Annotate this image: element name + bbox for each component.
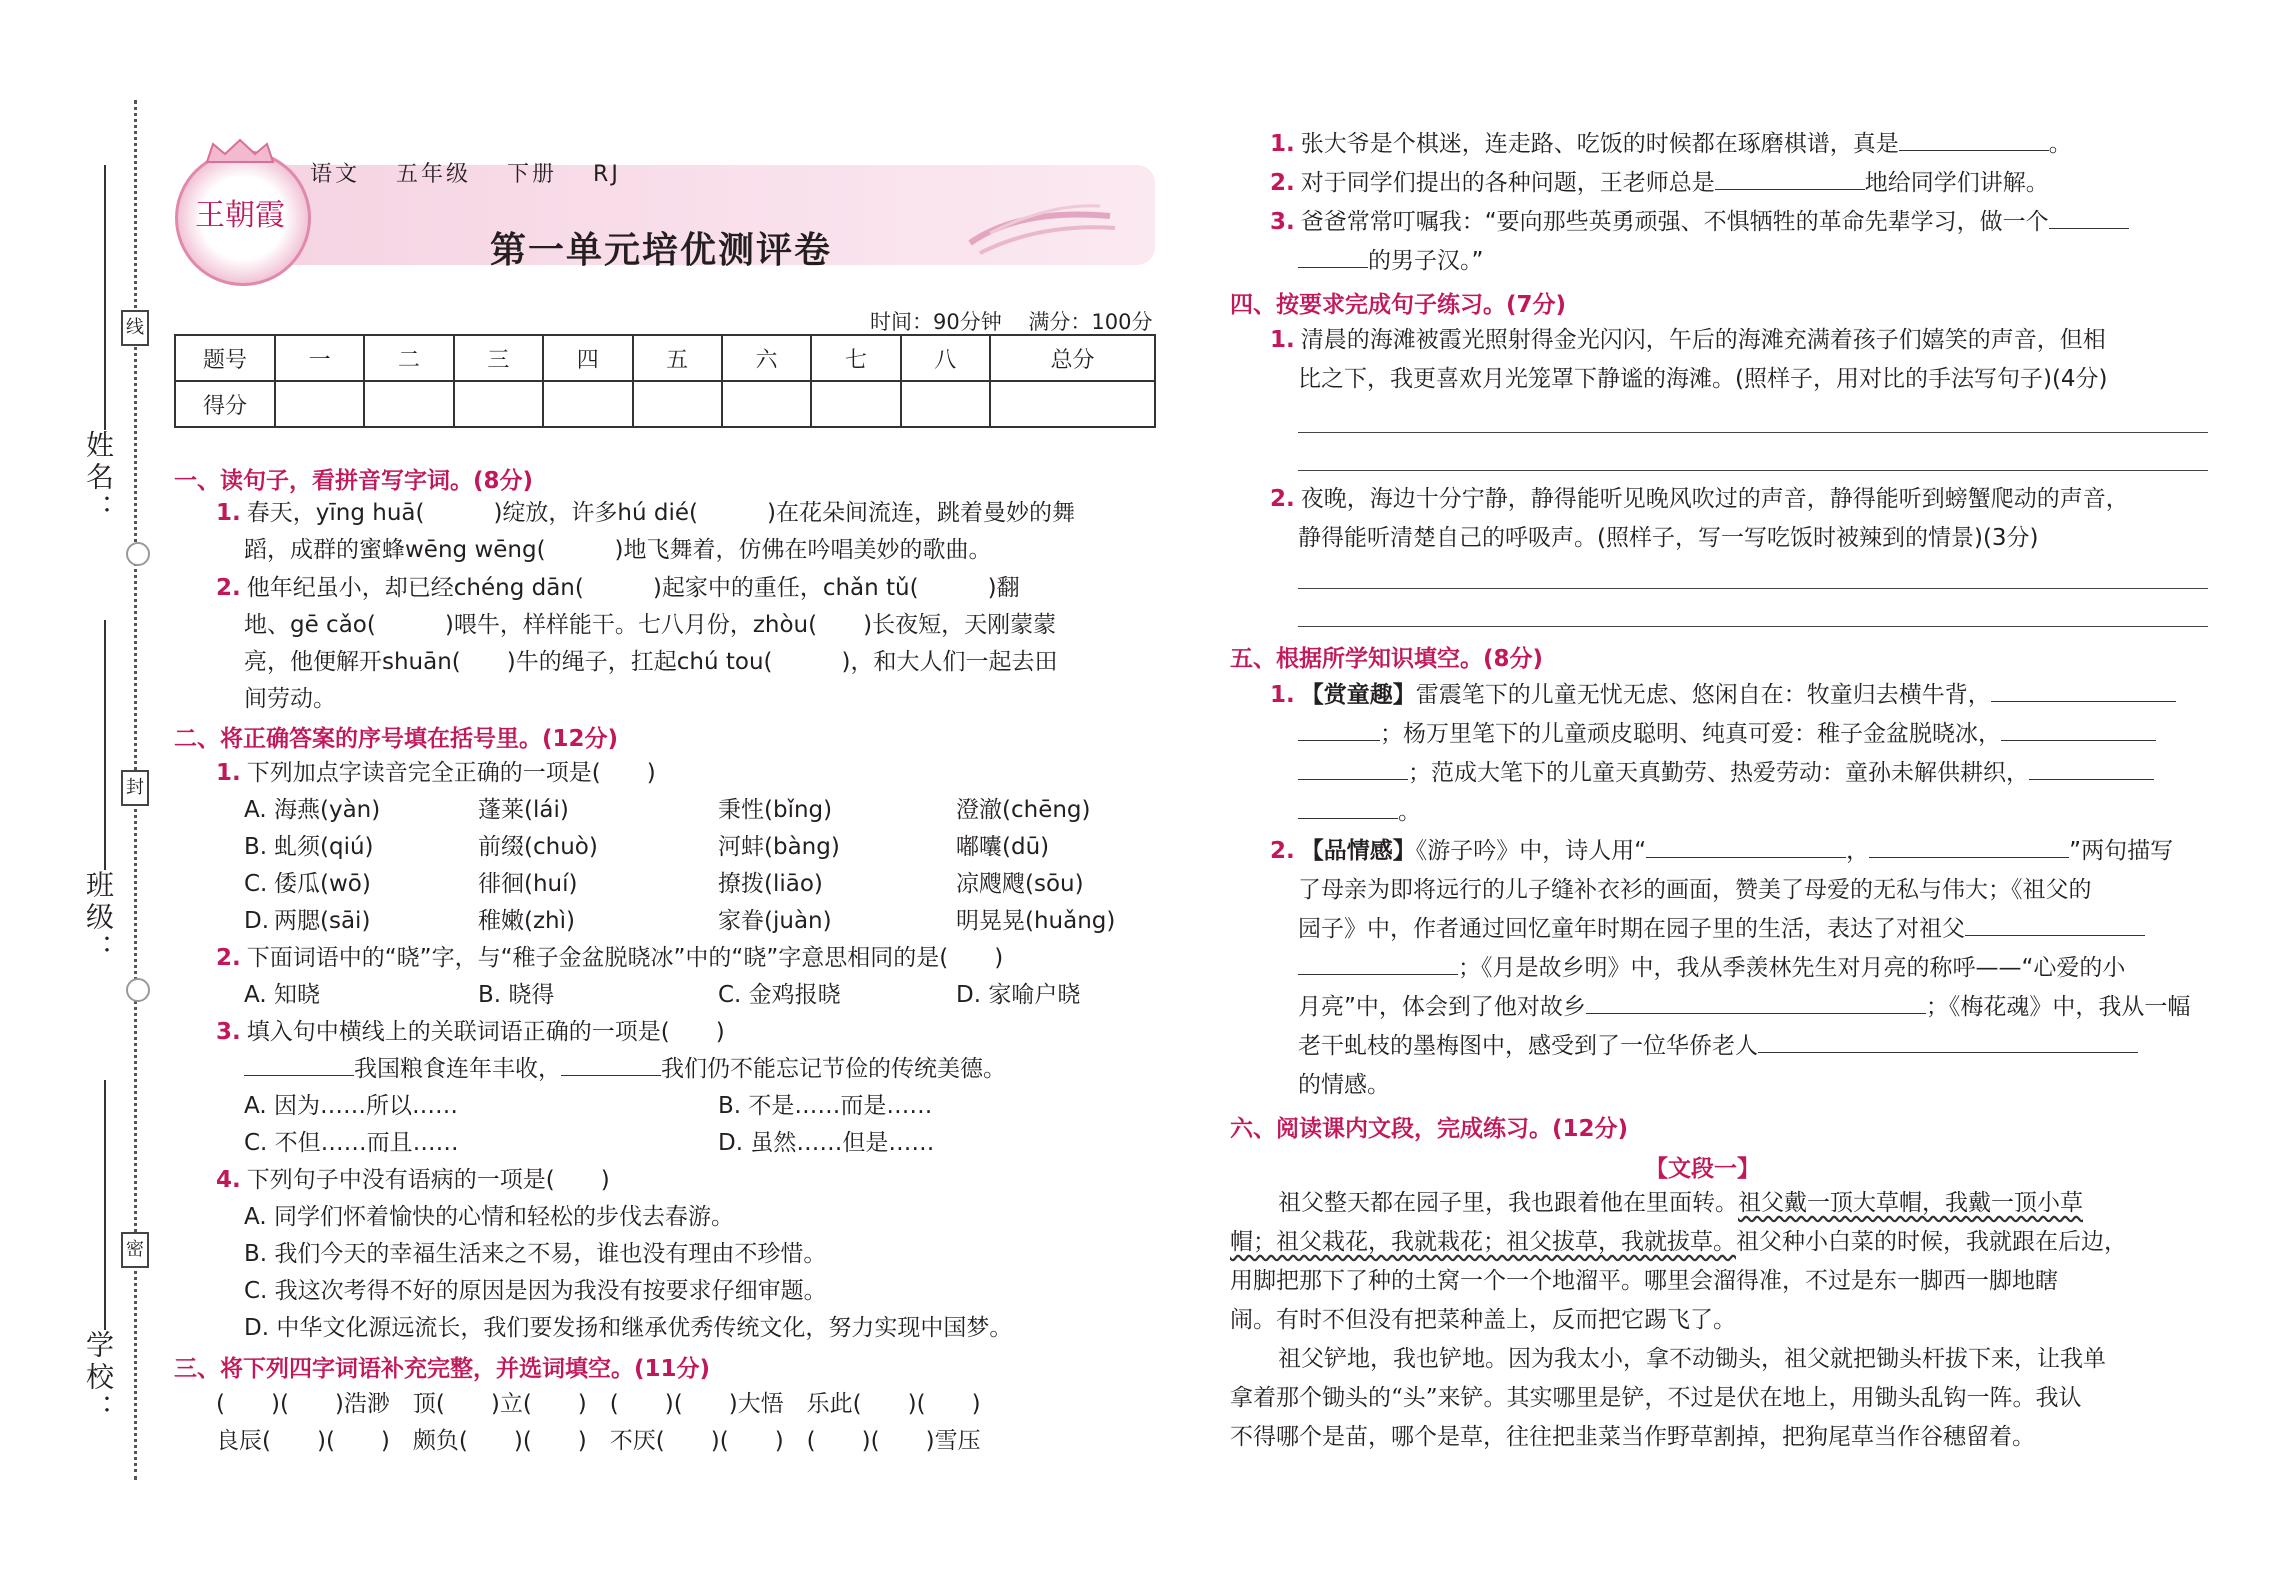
- q2-line: 亮，他便解开shuān( )牛的绳子，扛起chú tou( )，和大人们一起去田: [244, 649, 1058, 675]
- fill-text: 《游子吟》中，诗人用“: [1415, 838, 1647, 864]
- score-table: [174, 334, 1156, 428]
- sentence-part: 我们仍不能忘记节俭的传统美德。: [661, 1056, 1006, 1082]
- mc-option[interactable]: B. 不是……而是……: [718, 1093, 933, 1119]
- binding-strip: [0, 0, 160, 1582]
- fill-text: 老干虬枝的墨梅图中，感受到了一位华侨老人: [1298, 1033, 1758, 1059]
- section-6-heading: 六、阅读课内文段，完成练习。(12分): [1230, 1116, 1629, 1142]
- row-label: 得分: [175, 381, 275, 427]
- subject: 语文: [310, 162, 361, 187]
- q2-text: 他年纪虽小，却已经chéng dān( )起家中的重任，chǎn tǔ( )翻: [246, 575, 1020, 601]
- mc-question: 2. 下面词语中的“晓”字，与“稚子金盆脱晓冰”中的“晓”字意思相同的是( ): [216, 945, 1004, 971]
- fill-text: 雷震笔下的儿童无忧无虑、悠闲自在：牧童归去横牛背，: [1415, 682, 1991, 708]
- section-3-heading: 三、将下列四字词语补充完整，并选词填空。(11分): [174, 1356, 711, 1382]
- score-table-header-row: [175, 335, 1155, 381]
- answer-blank[interactable]: [1298, 740, 1380, 741]
- fill-question: 3. 爸爸常常叮嘱我：“要向那些英勇顽强、不惧牺牲的革命先辈学习，做一个: [1270, 204, 2129, 241]
- fill-text: 对于同学们提出的各种问题，王老师总是: [1300, 170, 1715, 196]
- idiom-row: ( )( )浩渺 顶( )立( ) ( )( )大悟 乐此( )( ): [216, 1391, 981, 1417]
- answer-blank[interactable]: [1586, 1013, 1926, 1014]
- mc-option-item: 撩拨(liāo): [718, 871, 823, 897]
- knowledge-fill: 了母亲为即将远行的儿子缝补衣衫的画面，赞美了母爱的无私与伟大；《祖父的: [1298, 877, 2092, 903]
- wavy-underlined-text: 帽；祖父栽花，我就栽花；祖父拔草，我就拔草。: [1230, 1229, 1736, 1255]
- section-4-heading: 四、按要求完成句子练习。(7分): [1230, 292, 1567, 318]
- fill-question: 1. 张大爷是个棋迷，连走路、吃饭的时候都在琢磨棋谱，真是 。: [1270, 131, 2072, 157]
- answer-line[interactable]: [1298, 626, 2208, 627]
- mc-option-label[interactable]: C.: [244, 871, 268, 897]
- mc-option-item: 徘徊(huí): [478, 871, 578, 897]
- mc-option-item: 倭瓜(wō): [274, 871, 371, 897]
- score-cell[interactable]: [722, 381, 811, 427]
- fill-text: ；杨万里笔下的儿童顽皮聪明、纯真可爱：稚子金盆脱晓冰，: [1380, 721, 2001, 747]
- mc-option-item: 稚嫩(zhì): [478, 908, 575, 934]
- tag-label: 【赏童趣】: [1300, 682, 1416, 708]
- school-write-line: [104, 1080, 106, 1330]
- sentence-question: 比之下，我更喜欢月光笼罩下静谧的海滩。(照样子，用对比的手法写句子)(4分): [1298, 366, 2108, 392]
- passage-line: 用脚把那下了种的土窝一个一个地溜平。哪里会溜得准，不过是东一脚西一脚地瞎: [1230, 1268, 2058, 1294]
- section-2-heading: 二、将正确答案的序号填在括号里。(12分): [174, 726, 619, 752]
- mc-option-item: 澄澈(chēng): [956, 797, 1091, 823]
- swoosh-decoration-icon: [960, 198, 1120, 258]
- fill-text: 地给同学们讲解。: [1864, 170, 2049, 196]
- fill-text: 爸爸常常叮嘱我：“要向那些英勇顽强、不惧牺牲的革命先辈学习，做一个: [1300, 209, 2049, 235]
- mc-option-item: 明晃晃(huǎng): [956, 908, 1116, 934]
- idiom-row: 良辰( )( ) 颇负( )( ) 不厌( )( ) ( )( )雪压: [216, 1428, 981, 1454]
- knowledge-fill: [1298, 755, 2154, 792]
- knowledge-fill: 2. 【品情感】《游子吟》中，诗人用“ ， ”两句描写: [1270, 838, 2174, 864]
- answer-blank[interactable]: [1991, 701, 2176, 702]
- knowledge-fill: [1298, 950, 2125, 987]
- knowledge-fill: 1. 【赏童趣】雷震笔下的儿童无忧无虑、悠闲自在：牧童归去横牛背，: [1270, 677, 2176, 714]
- mc-option-item: 河蚌(bàng): [718, 834, 840, 860]
- passage-line: 祖父铲地，我也铲地。因为我太小，拿不动锄头，祖父就把锄头杆拔下来，让我单: [1278, 1346, 2106, 1372]
- q2-line: 2. 他年纪虽小，却已经chéng dān( )起家中的重任，chǎn tǔ( )翻: [216, 575, 1020, 601]
- logo-text: 王朝霞: [195, 198, 285, 233]
- column-header: 二: [364, 335, 453, 381]
- knowledge-fill: [1298, 716, 2156, 753]
- knowledge-fill: [1298, 794, 1421, 831]
- mc-option[interactable]: D. 虽然……但是……: [718, 1130, 935, 1156]
- mc-option[interactable]: C. 我这次考得不好的原因是因为我没有按要求仔细审题。: [244, 1278, 827, 1304]
- q2-line: 地、gē cǎo( )喂牛，样样能干。七八月份，zhòu( )长夜短，天刚蒙蒙: [244, 612, 1057, 638]
- fill-text: 月亮”中，体会到了他对故乡: [1298, 994, 1586, 1020]
- mc-option[interactable]: C. 金鸡报晓: [718, 982, 841, 1008]
- mc-option-item: 前缀(chuò): [478, 834, 598, 860]
- crown-icon: [203, 138, 277, 164]
- row-label: 题号: [175, 335, 275, 381]
- passage-text: 祖父种小白菜的时候，我就跟在后边，: [1736, 1229, 2127, 1255]
- column-header: 六: [722, 335, 811, 381]
- mc-option-item: 虬须(qiú): [274, 834, 374, 860]
- mc-option-item: 蓬莱(lái): [478, 797, 569, 823]
- passage-line: [1230, 1224, 2127, 1261]
- fill-text: ；《月是故乡明》中，我从季羡林先生对月亮的称呼——“心爱的小: [1458, 955, 2126, 981]
- tag-label: 【品情感】: [1300, 838, 1416, 864]
- knowledge-fill: 的情感。: [1298, 1072, 1390, 1098]
- score-cell[interactable]: [454, 381, 543, 427]
- section-5-heading: 五、根据所学知识填空。(8分): [1230, 646, 1544, 672]
- mc-option-label[interactable]: A.: [244, 797, 267, 823]
- mc-option[interactable]: B. 我们今天的幸福生活来之不易，谁也没有理由不珍惜。: [244, 1241, 827, 1267]
- fill-text: 的男子汉。”: [1368, 248, 1484, 274]
- class-write-line: [104, 620, 106, 870]
- edition: RJ: [593, 162, 621, 187]
- answer-blank[interactable]: [1869, 857, 2069, 858]
- time-score-line: [870, 306, 1153, 336]
- term: 下册: [507, 162, 558, 187]
- q1-line: 1. 春天，yīng huā( )绽放，许多hú dié( )在花朵间流连，跳着曼妙的舞: [216, 500, 1075, 526]
- answer-line[interactable]: [1298, 432, 2208, 433]
- fill-text: 园子》中，作者通过回忆童年时期在园子里的生活，表达了对祖父: [1298, 916, 1965, 942]
- answer-blank[interactable]: [1758, 1052, 2138, 1053]
- score-cell[interactable]: [543, 381, 632, 427]
- knowledge-fill: [1298, 911, 2145, 948]
- fill-text: 。: [1398, 799, 1421, 825]
- mc-stem: 下列句子中没有语病的一项是( ): [246, 1167, 610, 1193]
- passage-line: 拿着那个锄头的“头”来铲。其实哪里是铲，不过是伏在地上，用锄头乱钩一阵。我认: [1230, 1385, 2082, 1411]
- q1-text: 春天，yīng huā( )绽放，许多hú dié( )在花朵间流连，跳着曼妙的舞: [246, 500, 1075, 526]
- binding-hole-icon: [126, 542, 150, 566]
- fill-text: 。: [2048, 131, 2072, 157]
- mc-option-label[interactable]: B.: [244, 834, 268, 860]
- cut-mark-mi: 密: [121, 1232, 149, 1268]
- fill-text: ；《梅花魂》中，我从一幅: [1925, 994, 2191, 1020]
- answer-blank[interactable]: [1298, 818, 1398, 819]
- mc-option-item: 海燕(yàn): [274, 797, 381, 823]
- answer-blank[interactable]: [1646, 857, 1846, 858]
- mc-option-item: 两腮(sāi): [274, 908, 371, 934]
- fill-text: ；范成大笔下的儿童天真勤劳、热爱劳动：童孙未解供耕织，: [1408, 760, 2029, 786]
- answer-blank[interactable]: [1298, 267, 1368, 268]
- answer-line[interactable]: [1298, 588, 2208, 589]
- passage-line: 不得哪个是苗，哪个是草，往往把韭菜当作野草割掉，把狗尾草当作谷穗留着。: [1230, 1424, 2035, 1450]
- passage-title: 【文段一】: [1645, 1156, 1760, 1182]
- cut-mark-xian: 线: [121, 310, 149, 346]
- sentence-question: 静得能听清楚自己的呼吸声。(照样子，写一写吃饭时被辣到的情景)(3分): [1298, 525, 2039, 551]
- exam-title: 第一单元培优测评卷: [490, 230, 833, 271]
- mc-option-item: 家眷(juàn): [718, 908, 832, 934]
- mc-option[interactable]: D. 中华文化源远流长，我们要发扬和继承优秀传统文化，努力实现中国梦。: [244, 1315, 1013, 1341]
- q2-line: 间劳动。: [244, 686, 336, 712]
- column-header: 七: [811, 335, 900, 381]
- sentence-part: 我国粮食连年丰收，: [354, 1056, 561, 1082]
- wavy-underlined-text: 祖父戴一顶大草帽，我戴一顶小草: [1738, 1190, 2083, 1216]
- section-1-heading: 一、读句子，看拼音写字词。(8分): [174, 468, 534, 494]
- score-cell[interactable]: [633, 381, 722, 427]
- mc-option[interactable]: A. 同学们怀着愉快的心情和轻松的步伐去春游。: [244, 1204, 734, 1230]
- mc-option-item: 嘟囔(dū): [956, 834, 1050, 860]
- mc-option[interactable]: B. 晓得: [478, 982, 555, 1008]
- mc-stem: 填入句中横线上的关联词语正确的一项是( ): [246, 1019, 725, 1045]
- score-table-score-row: [175, 381, 1155, 427]
- passage-line: 闹。有时不但没有把菜种盖上，反而把它踢飞了。: [1230, 1307, 1736, 1333]
- mc-sentence: [244, 1051, 1006, 1088]
- name-write-line: [104, 165, 106, 430]
- answer-blank[interactable]: [2049, 228, 2129, 229]
- binding-hole-icon: [126, 978, 150, 1002]
- score-cell[interactable]: [811, 381, 900, 427]
- column-header: 三: [454, 335, 543, 381]
- school-label: 学校：: [82, 1330, 115, 1426]
- question-text: 夜晚，海边十分宁静，静得能听见晚风吹过的声音，静得能听到螃蟹爬动的声音，: [1300, 486, 2129, 512]
- mc-question: 1. 下列加点字读音完全正确的一项是( ): [216, 760, 656, 786]
- mc-option-item: 凉飕飕(sōu): [956, 871, 1084, 897]
- answer-blank[interactable]: [1899, 150, 2049, 151]
- mc-option[interactable]: A. 知晓: [244, 982, 320, 1008]
- fill-question-cont: [1298, 243, 1483, 280]
- question-text: 清晨的海滩被霞光照射得金光闪闪，午后的海滩充满着孩子们嬉笑的声音，但相: [1300, 327, 2106, 353]
- column-header: 一: [275, 335, 364, 381]
- sentence-question: 1. 清晨的海滩被霞光照射得金光闪闪，午后的海滩充满着孩子们嬉笑的声音，但相: [1270, 327, 2106, 353]
- cut-mark-feng: 封: [121, 770, 149, 806]
- fill-question: 2. 对于同学们提出的各种问题，王老师总是 地给同学们讲解。: [1270, 170, 2049, 196]
- name-label: 姓名：: [82, 430, 115, 526]
- grade: 五年级: [396, 162, 472, 187]
- score-cell[interactable]: [364, 381, 453, 427]
- answer-blank[interactable]: [2001, 740, 2156, 741]
- column-header: 八: [901, 335, 990, 381]
- passage-text: 祖父整天都在园子里，我也跟着他在里面转。: [1278, 1190, 1738, 1216]
- mc-option[interactable]: D. 家喻户晓: [956, 982, 1081, 1008]
- answer-blank[interactable]: [2029, 779, 2154, 780]
- score-cell[interactable]: [990, 381, 1155, 427]
- score-cell[interactable]: [275, 381, 364, 427]
- column-header: 总分: [990, 335, 1155, 381]
- mc-option[interactable]: C. 不但……而且……: [244, 1130, 459, 1156]
- class-label: 班级：: [82, 870, 115, 966]
- mc-option-item: 秉性(bǐng): [718, 797, 833, 823]
- answer-blank[interactable]: [1715, 189, 1865, 190]
- mc-question: 3. 填入句中横线上的关联词语正确的一项是( ): [216, 1019, 725, 1045]
- column-header: 五: [633, 335, 722, 381]
- q1-line: 蹈，成群的蜜蜂wēng wēng( )地飞舞着，仿佛在吟唱美妙的歌曲。: [244, 537, 992, 563]
- fill-text: 张大爷是个棋迷，连走路、吃饭的时候都在琢磨棋谱，真是: [1300, 131, 1899, 157]
- score-cell[interactable]: [901, 381, 990, 427]
- exam-time: 时间：90分钟: [870, 310, 1002, 334]
- knowledge-fill: [1298, 1028, 2138, 1065]
- answer-line[interactable]: [1298, 470, 2208, 471]
- answer-blank[interactable]: [1965, 935, 2145, 936]
- knowledge-fill: [1298, 989, 2190, 1026]
- mc-stem: 下面词语中的“晓”字，与“稚子金盆脱晓冰”中的“晓”字意思相同的是( ): [246, 945, 1004, 971]
- fill-text: ”两句描写: [2069, 838, 2174, 864]
- full-score: 满分：100分: [1028, 310, 1153, 334]
- column-header: 四: [543, 335, 632, 381]
- sentence-question: 2. 夜晚，海边十分宁静，静得能听见晚风吹过的声音，静得能听到螃蟹爬动的声音，: [1270, 486, 2129, 512]
- mc-question: 4. 下列句子中没有语病的一项是( ): [216, 1167, 610, 1193]
- mc-stem: 下列加点字读音完全正确的一项是( ): [246, 760, 656, 786]
- subject-line: [310, 157, 647, 188]
- answer-blank[interactable]: [1298, 974, 1458, 975]
- passage-line: [1278, 1185, 2083, 1222]
- mc-option-label[interactable]: D.: [244, 908, 270, 934]
- answer-blank[interactable]: [1298, 779, 1408, 780]
- mc-option[interactable]: A. 因为……所以……: [244, 1093, 458, 1119]
- fill-text: ，: [1846, 838, 1870, 864]
